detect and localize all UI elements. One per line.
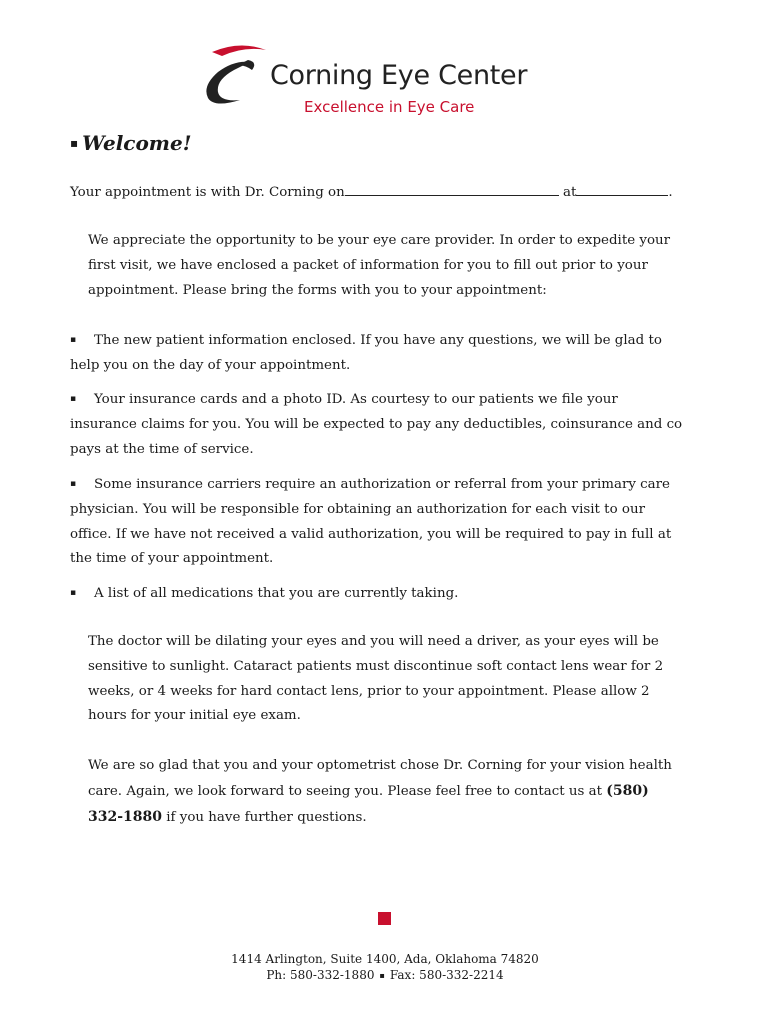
closing-text: We are so glad that you and your optometrist chose Dr. Corning for your vision health care. Again, we look forward to seeing you. Please feel free to contact us at xyxy=(88,758,672,799)
appointment-line xyxy=(70,181,685,206)
company-logo xyxy=(200,40,540,120)
appointment-prefix: Your appointment is with Dr. Corning on xyxy=(70,185,345,200)
square-bullet-icon: ▪ xyxy=(70,479,77,489)
welcome-heading xyxy=(70,131,191,155)
list-item-text: The new patient information enclosed. If you have any questions, we will be glad to help you on the day of your appointment. xyxy=(70,333,662,373)
red-square-icon xyxy=(378,912,391,925)
closing-paragraph xyxy=(70,754,685,830)
square-bullet-icon: ▪ xyxy=(379,971,385,980)
welcome-title: Welcome! xyxy=(82,131,192,155)
intro-paragraph: We appreciate the opportunity to be your eye care provider. In order to expedite your first visit, we have enclosed a packet of information for you to fill out prior to your appointment. Please bring the forms with you to your appointment: xyxy=(88,233,671,298)
dilation-paragraph: The doctor will be dilating your eyes and you will need a driver, as your eyes will be sensitive to sunlight. Cataract patients must discontinue soft contact lens wear for 2 weeks, or 4 weeks for hard contact lens, prior to your appointment. Please allow 2 hours for your initial eye exam. xyxy=(88,634,664,724)
closing-suffix: if you have further questions. xyxy=(166,809,367,825)
footer-contact xyxy=(0,967,770,984)
footer-address: 1414 Arlington, Suite 1400, Ada, Oklahoma 74820 xyxy=(231,952,539,966)
logo-name: Corning Eye Center xyxy=(270,60,528,91)
list-item xyxy=(70,472,685,572)
logo-tagline: Excellence in Eye Care xyxy=(304,98,475,116)
appointment-at-label: at xyxy=(563,185,577,200)
list-item xyxy=(70,387,685,462)
square-bullet-icon: ▪ xyxy=(70,588,77,598)
square-bullet-icon: ▪ xyxy=(70,394,77,404)
square-bullet-icon: ▪ xyxy=(70,136,79,150)
list-item-text: Your insurance cards and a photo ID. As courtesy to our patients we file your insurance claims for you. You will be expected to pay any deductibles, coinsurance and co pays at the time of service. xyxy=(70,392,683,457)
list-item-text: Some insurance carriers require an authorization or referral from your primary care physician. You will be responsible for obtaining an authorization for each visit to our office. If we have not received a valid authorization, you will be required to pay in full at the time of your appointment. xyxy=(70,477,672,567)
footer-phone: Ph: 580-332-1880 xyxy=(266,968,375,982)
list-item-text: A list of all medications that you are currently taking. xyxy=(94,586,459,601)
square-bullet-icon: ▪ xyxy=(70,335,77,345)
appointment-date-blank[interactable] xyxy=(345,181,559,196)
eye-swoosh-logo-icon xyxy=(200,42,272,106)
appointment-time-blank[interactable] xyxy=(576,181,668,196)
phone-number[interactable]: (580) 332-1880 xyxy=(88,782,649,825)
footer-fax: Fax: 580-332-2214 xyxy=(389,968,504,982)
list-item xyxy=(70,581,685,607)
appointment-end: . xyxy=(668,185,673,200)
list-item xyxy=(70,328,685,379)
